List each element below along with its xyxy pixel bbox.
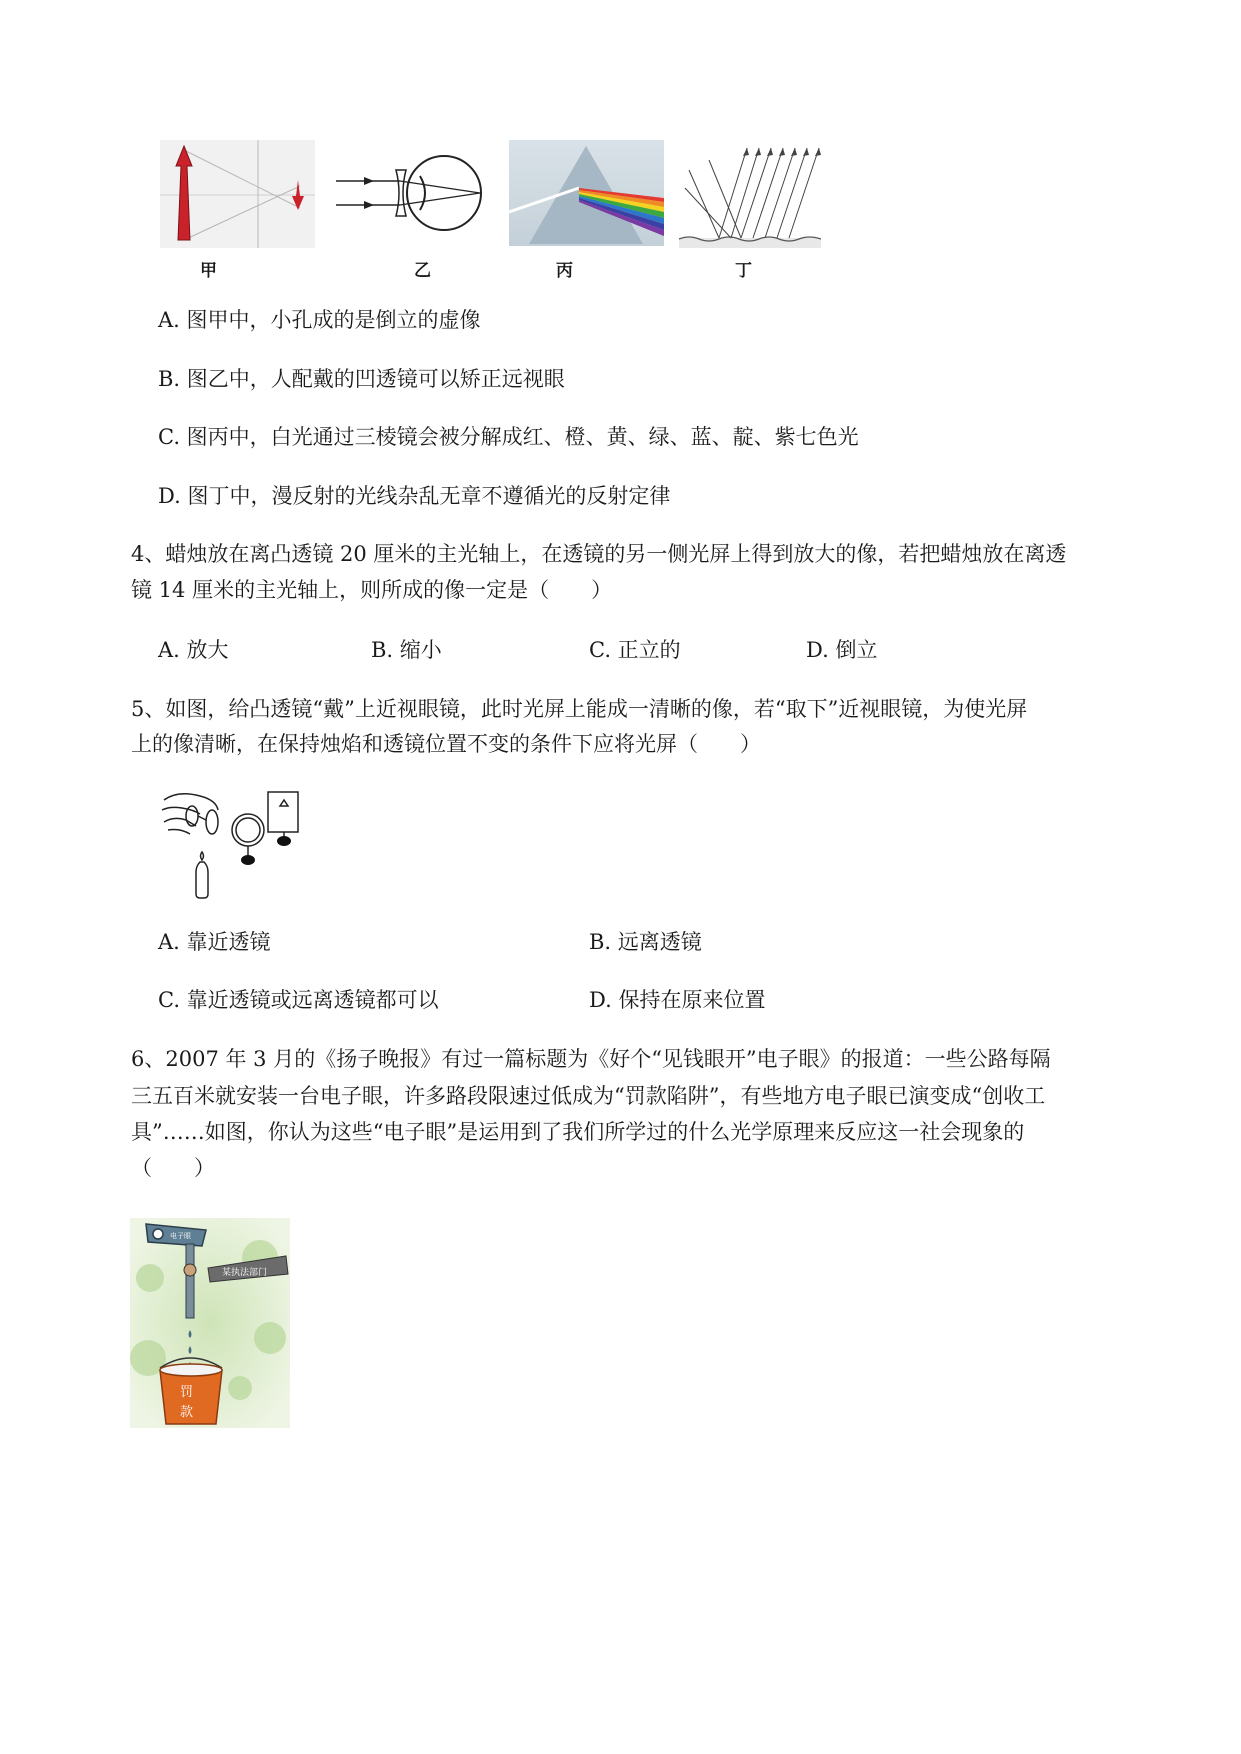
q3-option-b: B. 图乙中，人配戴的凹透镜可以矫正远视眼	[158, 367, 565, 391]
figure-caption: 甲	[200, 261, 217, 281]
q3-option-a: A. 图甲中，小孔成的是倒立的虚像	[158, 308, 481, 332]
figure-electronic-eye-cartoon	[130, 1218, 290, 1428]
q5-option-a: A. 靠近透镜	[158, 930, 271, 954]
figure-caption: 乙	[414, 261, 431, 281]
figure-lens-experiment	[156, 786, 306, 902]
q4-option-d: D. 倒立	[806, 638, 878, 662]
figure-caption: 丁	[735, 261, 752, 281]
figure-caption: 丙	[556, 261, 573, 281]
q6-stem-line: 6、2007 年 3 月的《扬子晚报》有过一篇标题为《好个“见钱眼开”电子眼》的报道：一些公路每隔	[131, 1047, 1051, 1071]
figure-eye-lens	[334, 148, 484, 238]
q5-option-b: B. 远离透镜	[589, 930, 702, 954]
q5-option-d: D. 保持在原来位置	[589, 988, 766, 1012]
q6-stem-line: 三五百米就安装一台电子眼，许多路段限速过低成为“罚款陷阱”，有些地方电子眼已演变成“创收工	[131, 1084, 1046, 1108]
q5-stem-line: 上的像清晰，在保持烛焰和透镜位置不变的条件下应将光屏（ ）	[131, 732, 761, 756]
q3-option-c: C. 图丙中，白光通过三棱镜会被分解成红、橙、黄、绿、蓝、靛、紫七色光	[158, 425, 859, 449]
figure-pinhole	[160, 140, 315, 248]
q6-stem-line: （ ）	[131, 1156, 215, 1180]
cartoon-label: 罚	[180, 1385, 194, 1400]
q5-stem-line: 5、如图，给凸透镜“戴”上近视眼镜，此时光屏上能成一清晰的像，若“取下”近视眼镜，为使光屏	[131, 697, 1028, 721]
q6-stem-line: 具”……如图，你认为这些“电子眼”是运用到了我们所学过的什么光学原理来反应这一社会现象的	[131, 1120, 1025, 1144]
cartoon-label: 电子眼	[170, 1232, 191, 1240]
figure-prism	[509, 140, 664, 246]
q3-option-d: D. 图丁中，漫反射的光线杂乱无章不遵循光的反射定律	[158, 484, 671, 508]
figure-diffuse	[679, 140, 821, 248]
q4-option-a: A. 放大	[158, 638, 229, 662]
cartoon-label: 某执法部门	[222, 1268, 268, 1278]
q5-option-c: C. 靠近透镜或远离透镜都可以	[158, 988, 439, 1012]
cartoon-label: 款	[180, 1405, 194, 1420]
q4-option-c: C. 正立的	[589, 638, 681, 662]
q4-option-b: B. 缩小	[371, 638, 442, 662]
q4-stem-line: 4、蜡烛放在离凸透镜 20 厘米的主光轴上，在透镜的另一侧光屏上得到放大的像，若把蜡烛放在离透	[131, 542, 1067, 566]
q4-stem-line: 镜 14 厘米的主光轴上，则所成的像一定是（ ）	[131, 578, 613, 602]
